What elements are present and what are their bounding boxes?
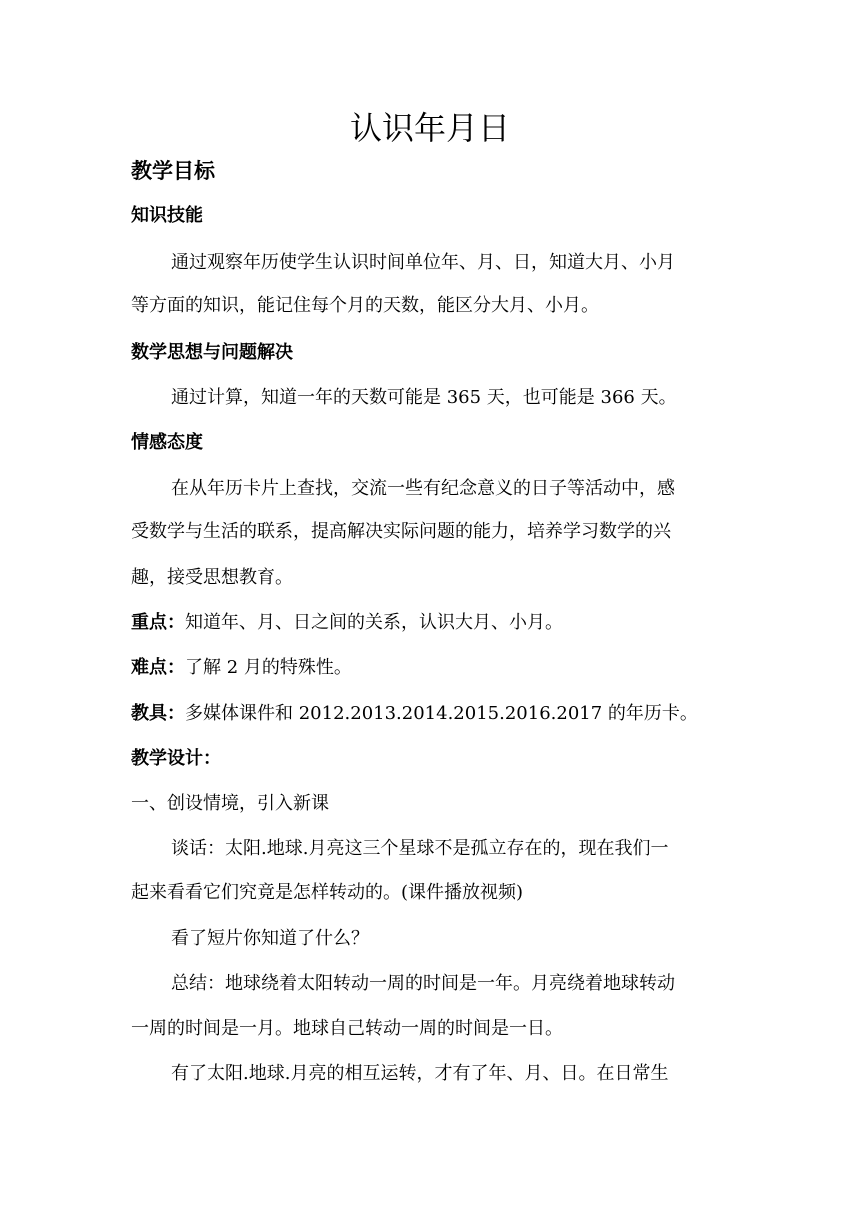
paragraph-line: 通过观察年历使学生认识时间单位年、月、日，知道大月、小月 bbox=[171, 252, 675, 273]
question-line: 看了短片你知道了什么？ bbox=[171, 928, 369, 949]
paragraph-line: 通过计算，知道一年的天数可能是 365 天，也可能是 366 天。 bbox=[171, 387, 677, 408]
paragraph-line: 在从年历卡片上查找，交流一些有纪念意义的日子等活动中，感 bbox=[171, 478, 675, 499]
section-heading-teaching-goals: 教学目标 bbox=[131, 159, 215, 183]
paragraph-line: 起来看看它们究竟是怎样转动的。(课件播放视频) bbox=[131, 882, 524, 903]
difficulty-line bbox=[131, 655, 352, 681]
subheading-knowledge-skills: 知识技能 bbox=[131, 205, 203, 226]
paragraph-line: 有了太阳.地球.月亮的相互运转，才有了年、月、日。在日常生 bbox=[171, 1063, 669, 1084]
paragraph-line: 一周的时间是一月。地球自己转动一周的时间是一日。 bbox=[131, 1018, 563, 1039]
key-point-text: 知道年、月、日之间的关系，认识大月、小月。 bbox=[185, 612, 563, 633]
paragraph-line: 等方面的知识，能记住每个月的天数，能区分大月、小月。 bbox=[131, 295, 599, 316]
paragraph-line: 受数学与生活的联系，提高解决实际问题的能力，培养学习数学的兴 bbox=[131, 521, 671, 542]
paragraph-line: 趣，接受思想教育。 bbox=[131, 567, 293, 588]
key-point-label: 重点： bbox=[131, 612, 185, 633]
difficulty-text: 了解 2 月的特殊性。 bbox=[185, 657, 352, 678]
part-one-heading: 一、创设情境，引入新课 bbox=[131, 793, 329, 814]
difficulty-label: 难点： bbox=[131, 657, 185, 678]
tools-text: 多媒体课件和 2012.2013.2014.2015.2016.2017 的年历卡。 bbox=[185, 703, 698, 724]
subheading-math-thinking: 数学思想与问题解决 bbox=[131, 342, 293, 363]
key-point-line bbox=[131, 610, 563, 636]
subheading-teaching-design: 教学设计： bbox=[131, 748, 221, 769]
document-title: 认识年月日 bbox=[349, 109, 510, 147]
paragraph-line: 谈话：太阳.地球.月亮这三个星球不是孤立存在的，现在我们一 bbox=[171, 838, 669, 859]
tools-label: 教具： bbox=[131, 703, 185, 724]
paragraph-line: 总结：地球绕着太阳转动一周的时间是一年。月亮绕着地球转动 bbox=[171, 973, 675, 994]
tools-line bbox=[131, 701, 698, 727]
subheading-emotion-attitude: 情感态度 bbox=[131, 432, 203, 453]
